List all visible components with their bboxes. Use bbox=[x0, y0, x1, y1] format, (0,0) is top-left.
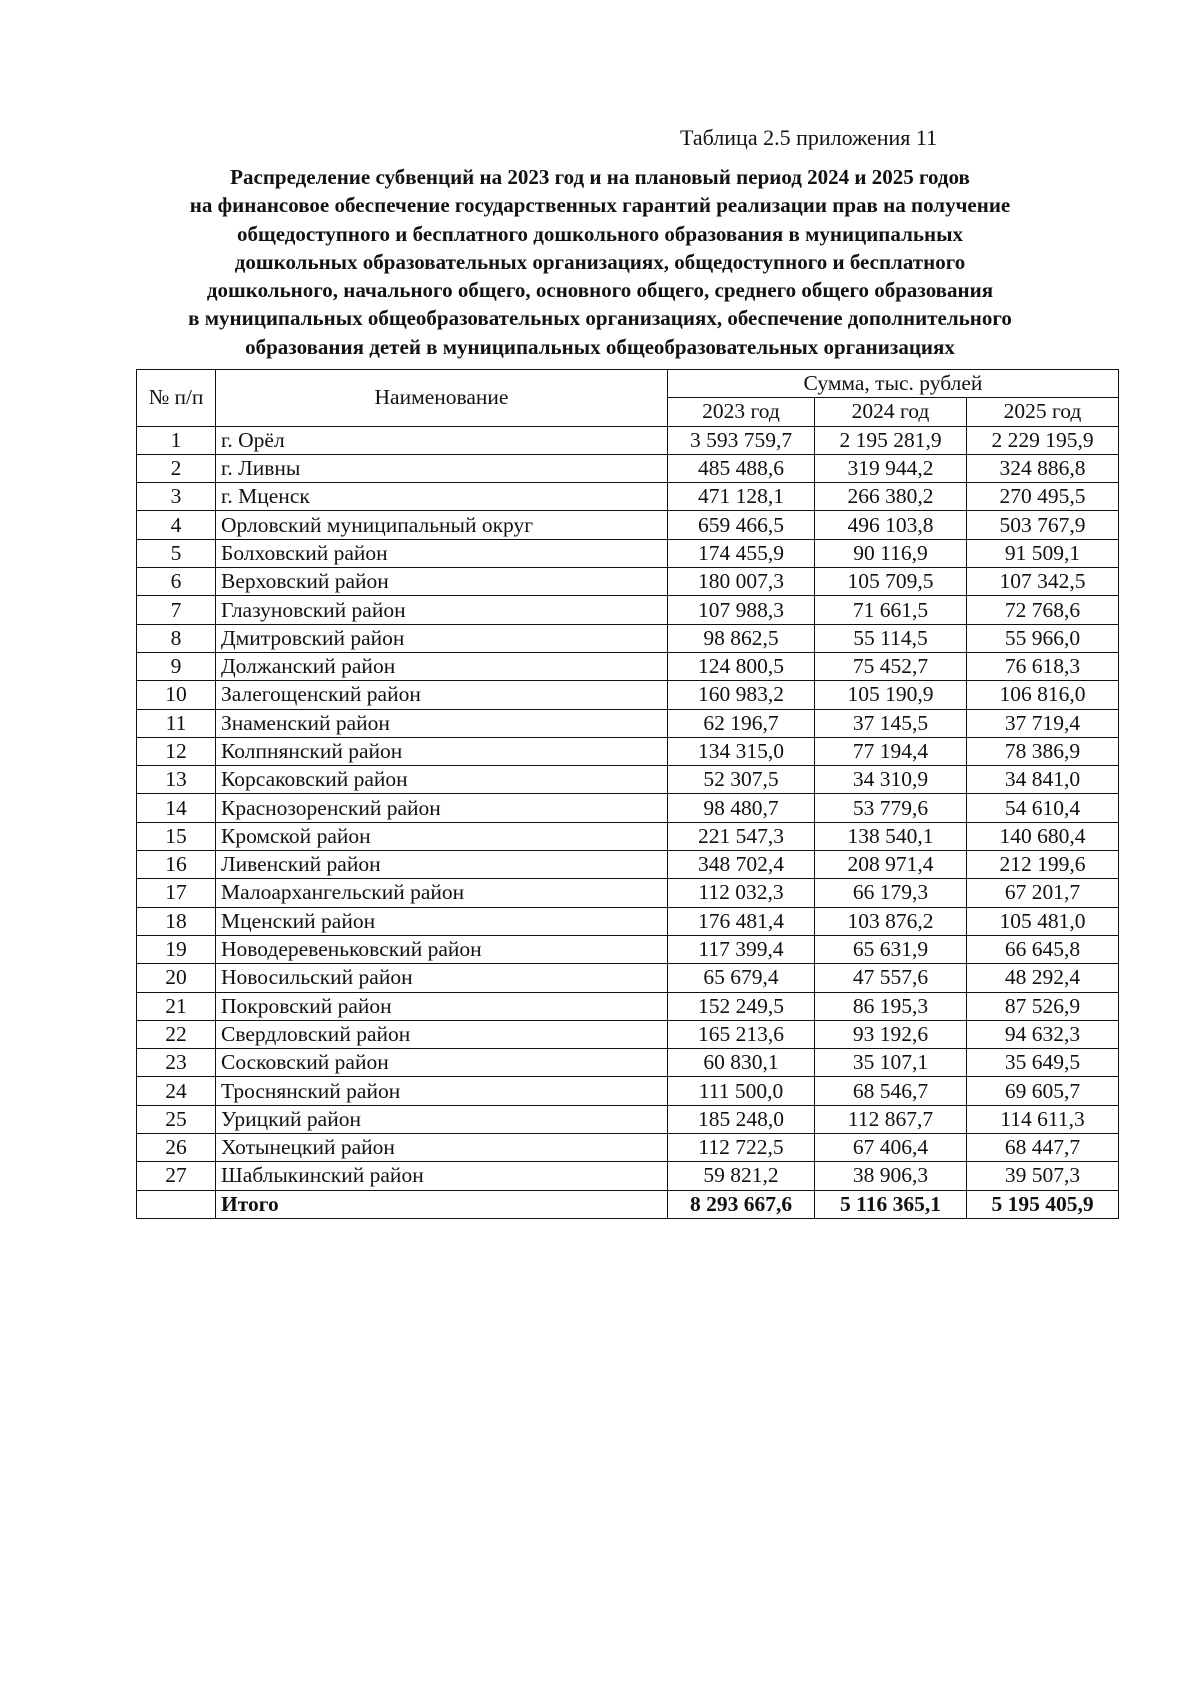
row-number: 5 bbox=[137, 539, 216, 567]
value-2023: 221 547,3 bbox=[668, 822, 815, 850]
row-name: Хотынецкий район bbox=[216, 1134, 668, 1162]
header-name: Наименование bbox=[216, 370, 668, 427]
header-number: № п/п bbox=[137, 370, 216, 427]
row-number: 6 bbox=[137, 568, 216, 596]
title-line: на финансовое обеспечение государственных гарантий реализации прав на получение bbox=[189, 193, 1011, 218]
value-2024: 105 709,5 bbox=[815, 568, 967, 596]
row-number: 27 bbox=[137, 1162, 216, 1190]
table-row bbox=[137, 454, 1119, 482]
row-name: г. Мценск bbox=[216, 483, 668, 511]
row-name: Малоархангельский район bbox=[216, 879, 668, 907]
table-row bbox=[137, 681, 1119, 709]
value-2023: 160 983,2 bbox=[668, 681, 815, 709]
value-2025: 48 292,4 bbox=[967, 964, 1119, 992]
value-2023: 3 593 759,7 bbox=[668, 426, 815, 454]
row-name: г. Орёл bbox=[216, 426, 668, 454]
value-2023: 134 315,0 bbox=[668, 737, 815, 765]
value-2025: 270 495,5 bbox=[967, 483, 1119, 511]
value-2023: 112 032,3 bbox=[668, 879, 815, 907]
row-name: Должанский район bbox=[216, 652, 668, 680]
value-2024: 496 103,8 bbox=[815, 511, 967, 539]
row-name: Троснянский район bbox=[216, 1077, 668, 1105]
value-2025: 91 509,1 bbox=[967, 539, 1119, 567]
value-2024: 319 944,2 bbox=[815, 454, 967, 482]
value-2023: 59 821,2 bbox=[668, 1162, 815, 1190]
total-2024: 5 116 365,1 bbox=[815, 1190, 967, 1218]
value-2024: 37 145,5 bbox=[815, 709, 967, 737]
row-number: 19 bbox=[137, 935, 216, 963]
row-number: 1 bbox=[137, 426, 216, 454]
value-2025: 140 680,4 bbox=[967, 822, 1119, 850]
value-2023: 485 488,6 bbox=[668, 454, 815, 482]
row-number: 22 bbox=[137, 1020, 216, 1048]
table-row bbox=[137, 737, 1119, 765]
row-number: 16 bbox=[137, 851, 216, 879]
row-name: Колпнянский район bbox=[216, 737, 668, 765]
row-number: 26 bbox=[137, 1134, 216, 1162]
total-row bbox=[137, 1190, 1119, 1218]
value-2025: 87 526,9 bbox=[967, 992, 1119, 1020]
value-2025: 66 645,8 bbox=[967, 935, 1119, 963]
header-year-2024: 2024 год bbox=[815, 398, 967, 426]
table-row bbox=[137, 1134, 1119, 1162]
title-line: Распределение субвенций на 2023 год и на плановый период 2024 и 2025 годов bbox=[230, 165, 970, 189]
table-row bbox=[137, 483, 1119, 511]
value-2023: 112 722,5 bbox=[668, 1134, 815, 1162]
header-sum: Сумма, тыс. рублей bbox=[668, 370, 1119, 398]
value-2024: 68 546,7 bbox=[815, 1077, 967, 1105]
row-number: 3 bbox=[137, 483, 216, 511]
row-name: Знаменский район bbox=[216, 709, 668, 737]
table-row bbox=[137, 964, 1119, 992]
value-2023: 60 830,1 bbox=[668, 1049, 815, 1077]
table-row bbox=[137, 1105, 1119, 1133]
row-name: Новосильский район bbox=[216, 964, 668, 992]
value-2025: 37 719,4 bbox=[967, 709, 1119, 737]
row-number: 13 bbox=[137, 766, 216, 794]
row-name: Свердловский район bbox=[216, 1020, 668, 1048]
table-row bbox=[137, 794, 1119, 822]
row-name: Ливенский район bbox=[216, 851, 668, 879]
value-2023: 176 481,4 bbox=[668, 907, 815, 935]
row-name: Залегощенский район bbox=[216, 681, 668, 709]
value-2024: 2 195 281,9 bbox=[815, 426, 967, 454]
value-2023: 98 480,7 bbox=[668, 794, 815, 822]
value-2023: 62 196,7 bbox=[668, 709, 815, 737]
row-number: 23 bbox=[137, 1049, 216, 1077]
value-2024: 55 114,5 bbox=[815, 624, 967, 652]
table-body bbox=[137, 426, 1119, 1218]
value-2024: 65 631,9 bbox=[815, 935, 967, 963]
value-2025: 39 507,3 bbox=[967, 1162, 1119, 1190]
value-2024: 75 452,7 bbox=[815, 652, 967, 680]
row-name: Сосковский район bbox=[216, 1049, 668, 1077]
row-name: Верховский район bbox=[216, 568, 668, 596]
value-2024: 138 540,1 bbox=[815, 822, 967, 850]
value-2023: 117 399,4 bbox=[668, 935, 815, 963]
row-name: Покровский район bbox=[216, 992, 668, 1020]
value-2023: 165 213,6 bbox=[668, 1020, 815, 1048]
value-2025: 105 481,0 bbox=[967, 907, 1119, 935]
total-2023: 8 293 667,6 bbox=[668, 1190, 815, 1218]
value-2024: 208 971,4 bbox=[815, 851, 967, 879]
header-year-2025: 2025 год bbox=[967, 398, 1119, 426]
value-2024: 38 906,3 bbox=[815, 1162, 967, 1190]
value-2025: 212 199,6 bbox=[967, 851, 1119, 879]
value-2024: 105 190,9 bbox=[815, 681, 967, 709]
table-row bbox=[137, 879, 1119, 907]
value-2025: 68 447,7 bbox=[967, 1134, 1119, 1162]
table-row bbox=[137, 822, 1119, 850]
row-number: 10 bbox=[137, 681, 216, 709]
table-row bbox=[137, 1049, 1119, 1077]
table-row bbox=[137, 1020, 1119, 1048]
row-number: 17 bbox=[137, 879, 216, 907]
value-2024: 34 310,9 bbox=[815, 766, 967, 794]
title-line: дошкольных образовательных организациях, общедоступного и бесплатного bbox=[234, 249, 966, 274]
value-2024: 103 876,2 bbox=[815, 907, 967, 935]
header-year-2023: 2023 год bbox=[668, 398, 815, 426]
row-number: 20 bbox=[137, 964, 216, 992]
value-2024: 71 661,5 bbox=[815, 596, 967, 624]
value-2025: 54 610,4 bbox=[967, 794, 1119, 822]
row-name: Болховский район bbox=[216, 539, 668, 567]
total-number bbox=[137, 1190, 216, 1218]
value-2023: 65 679,4 bbox=[668, 964, 815, 992]
value-2023: 52 307,5 bbox=[668, 766, 815, 794]
value-2024: 77 194,4 bbox=[815, 737, 967, 765]
row-number: 24 bbox=[137, 1077, 216, 1105]
value-2025: 76 618,3 bbox=[967, 652, 1119, 680]
value-2024: 35 107,1 bbox=[815, 1049, 967, 1077]
value-2023: 152 249,5 bbox=[668, 992, 815, 1020]
value-2025: 78 386,9 bbox=[967, 737, 1119, 765]
value-2025: 55 966,0 bbox=[967, 624, 1119, 652]
row-number: 14 bbox=[137, 794, 216, 822]
title-line: общедоступного и бесплатного дошкольного образования в муниципальных bbox=[237, 221, 963, 246]
value-2023: 98 862,5 bbox=[668, 624, 815, 652]
value-2024: 112 867,7 bbox=[815, 1105, 967, 1133]
row-number: 25 bbox=[137, 1105, 216, 1133]
value-2024: 93 192,6 bbox=[815, 1020, 967, 1048]
row-name: Кромской район bbox=[216, 822, 668, 850]
table-row bbox=[137, 511, 1119, 539]
value-2023: 174 455,9 bbox=[668, 539, 815, 567]
value-2024: 86 195,3 bbox=[815, 992, 967, 1020]
table-row bbox=[137, 935, 1119, 963]
row-number: 2 bbox=[137, 454, 216, 482]
value-2025: 324 886,8 bbox=[967, 454, 1119, 482]
table-row bbox=[137, 1077, 1119, 1105]
table-row bbox=[137, 992, 1119, 1020]
row-name: Краснозоренский район bbox=[216, 794, 668, 822]
value-2023: 471 128,1 bbox=[668, 483, 815, 511]
row-number: 8 bbox=[137, 624, 216, 652]
row-name: Урицкий район bbox=[216, 1105, 668, 1133]
row-name: Глазуновский район bbox=[216, 596, 668, 624]
row-number: 4 bbox=[137, 511, 216, 539]
row-name: Шаблыкинский район bbox=[216, 1162, 668, 1190]
row-name: Корсаковский район bbox=[216, 766, 668, 794]
value-2023: 348 702,4 bbox=[668, 851, 815, 879]
row-number: 12 bbox=[137, 737, 216, 765]
table-row bbox=[137, 1162, 1119, 1190]
row-name: Дмитровский район bbox=[216, 624, 668, 652]
value-2024: 53 779,6 bbox=[815, 794, 967, 822]
row-name: г. Ливны bbox=[216, 454, 668, 482]
row-number: 9 bbox=[137, 652, 216, 680]
row-number: 15 bbox=[137, 822, 216, 850]
table-row bbox=[137, 568, 1119, 596]
value-2025: 106 816,0 bbox=[967, 681, 1119, 709]
value-2024: 266 380,2 bbox=[815, 483, 967, 511]
value-2025: 69 605,7 bbox=[967, 1077, 1119, 1105]
value-2023: 659 466,5 bbox=[668, 511, 815, 539]
table-row bbox=[137, 851, 1119, 879]
value-2024: 90 116,9 bbox=[815, 539, 967, 567]
table-reference: Таблица 2.5 приложения 11 bbox=[680, 125, 938, 150]
table-row bbox=[137, 624, 1119, 652]
value-2025: 503 767,9 bbox=[967, 511, 1119, 539]
value-2024: 66 179,3 bbox=[815, 879, 967, 907]
value-2025: 94 632,3 bbox=[967, 1020, 1119, 1048]
value-2024: 47 557,6 bbox=[815, 964, 967, 992]
value-2025: 2 229 195,9 bbox=[967, 426, 1119, 454]
title-line: в муниципальных общеобразовательных организациях, обеспечение дополнительного bbox=[188, 306, 1012, 331]
value-2023: 111 500,0 bbox=[668, 1077, 815, 1105]
subvention-table bbox=[136, 369, 1119, 1219]
table-row bbox=[137, 426, 1119, 454]
table-row bbox=[137, 709, 1119, 737]
value-2023: 107 988,3 bbox=[668, 596, 815, 624]
row-number: 21 bbox=[137, 992, 216, 1020]
table-row bbox=[137, 652, 1119, 680]
document-title bbox=[120, 163, 1080, 361]
value-2023: 124 800,5 bbox=[668, 652, 815, 680]
value-2025: 107 342,5 bbox=[967, 568, 1119, 596]
value-2025: 114 611,3 bbox=[967, 1105, 1119, 1133]
total-2025: 5 195 405,9 bbox=[967, 1190, 1119, 1218]
value-2023: 185 248,0 bbox=[668, 1105, 815, 1133]
row-number: 7 bbox=[137, 596, 216, 624]
value-2025: 35 649,5 bbox=[967, 1049, 1119, 1077]
table-row bbox=[137, 596, 1119, 624]
value-2023: 180 007,3 bbox=[668, 568, 815, 596]
row-name: Мценский район bbox=[216, 907, 668, 935]
table-row bbox=[137, 539, 1119, 567]
row-number: 18 bbox=[137, 907, 216, 935]
total-label: Итого bbox=[216, 1190, 668, 1218]
row-name: Новодеревеньковский район bbox=[216, 935, 668, 963]
table-row bbox=[137, 907, 1119, 935]
value-2024: 67 406,4 bbox=[815, 1134, 967, 1162]
row-number: 11 bbox=[137, 709, 216, 737]
title-line: дошкольного, начального общего, основного общего, среднего общего образования bbox=[206, 278, 994, 303]
title-line: образования детей в муниципальных общеобразовательных организациях bbox=[245, 334, 955, 359]
value-2025: 72 768,6 bbox=[967, 596, 1119, 624]
value-2025: 67 201,7 bbox=[967, 879, 1119, 907]
row-name: Орловский муниципальный округ bbox=[216, 511, 668, 539]
table-row bbox=[137, 766, 1119, 794]
value-2025: 34 841,0 bbox=[967, 766, 1119, 794]
